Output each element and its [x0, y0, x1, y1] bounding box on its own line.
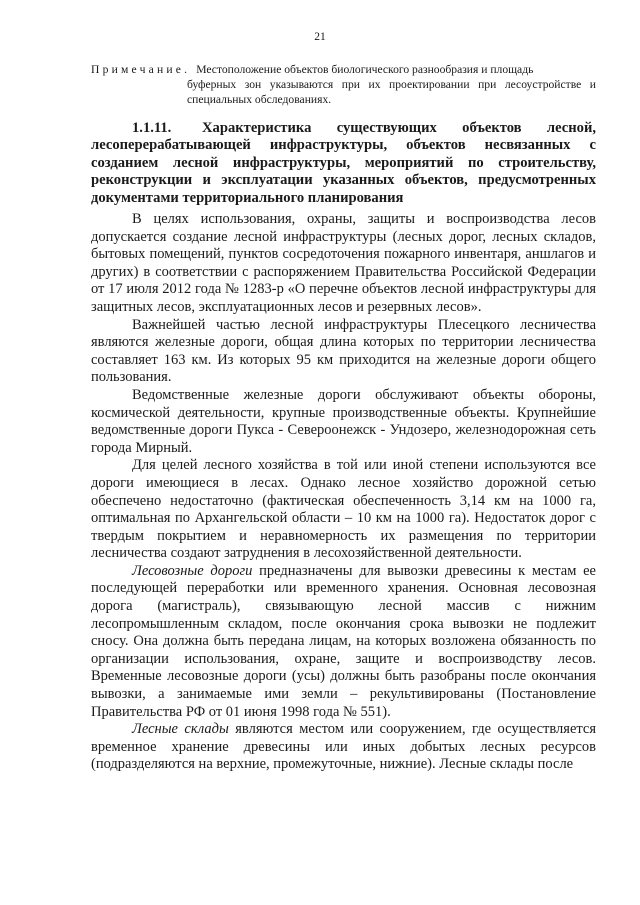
section-title: Характеристика существующих объектов лесной, лесоперерабатывающей инфраструктуры, объектов несвязанных с созданием лесной инфраструктуры, мероприятий по строительству, реконструкции и эксплуатации указанных объектов, предусмотренных документами территориального планирования: [91, 120, 596, 206]
paragraph-text: Важнейшей частью лесной инфраструктуры Плесецкого лесничества являются железные дороги, общая длина которых по территории лесничества составляет 163 км. Из которых 95 км приходится на железные дороги общего пользования.: [91, 316, 596, 386]
paragraph: [91, 211, 596, 317]
paragraph-text: Ведомственные железные дороги обслуживают объекты обороны, космической деятельности, крупные производственные объекты. Крупнейшие ведомственные дороги Пукса - Североонежск - Ундозеро, железнодорожная сеть города Мирный.: [91, 386, 596, 456]
paragraph-text: В целях использования, охраны, защиты и воспроизводства лесов допускается создание лесной инфраструктуры (лесных дорог, лесных складов, бытовых помещений, пунктов сосредоточения пожарного инвентаря, аншлагов и других) в соответствии с распоряжением Правительства Российской Федерации от 17 июля 2012 года № 1283-р «О перечне объектов лесной инфраструктуры для защитных лесов, эксплуатационных лесов и резервных лесов».: [91, 211, 596, 315]
page-number: 21: [314, 31, 326, 43]
note-block: [91, 62, 596, 107]
paragraph-lead: Лесовозные дороги: [132, 562, 253, 579]
note-label: Примечание.: [91, 63, 191, 76]
note-continuation: буферных зон указываются при их проектировании при лесоустройстве и специальных обследованиях.: [187, 78, 596, 106]
paragraph-text: Для целей лесного хозяйства в той или иной степени используются все дороги имеющиеся в лесах. Однако лесное хозяйство дорожной сетью обеспечено недостаточно (фактическая обеспеченность 3,14 км на 1000 га, оптимальная по Архангельской области – 10 км на 1000 га). Недостаток дорог с твердым покрытием и неравномерность их размещения по территории лесничества создают затруднения в лесохозяйственной деятельности.: [91, 457, 596, 562]
paragraph: [91, 563, 596, 721]
section-number: 1.1.11.: [132, 120, 172, 136]
paragraph-text: предназначены для вывозки древесины к местам ее последующей переработки или временного хранения. Основная лесовозная дорога (магистраль), связывающую лесной массив с нижним лесопромышленным складом, после окончания срока вывозки не подлежит сносу. Она должна быть передана лицам, на которых возложена обязанность по организации использования, охране, защите и воспроизводству лесов. Временные лесовозные дороги (усы) должны быть разобраны после окончания вывозки, а занимаемые ими земли – рекультивированы (Постановление Правительства РФ от 01 июня 1998 года № 551).: [91, 562, 596, 720]
paragraph-text: являются местом или сооружением, где осуществляется временное хранение древесины или иных добытых лесных ресурсов (подразделяются на верхние, промежуточные, нижние). Лесные склады после: [91, 721, 596, 773]
paragraph: [91, 387, 596, 457]
body-text: [91, 211, 596, 774]
section-heading: [91, 120, 596, 207]
note-first-line: [91, 62, 596, 77]
paragraph: [91, 457, 596, 563]
paragraph-lead: Лесные склады: [132, 721, 229, 738]
paragraph: [91, 317, 596, 387]
paragraph: [91, 721, 596, 774]
note-line1-text: Местоположение объектов биологического разнообразия и площадь: [196, 63, 534, 76]
